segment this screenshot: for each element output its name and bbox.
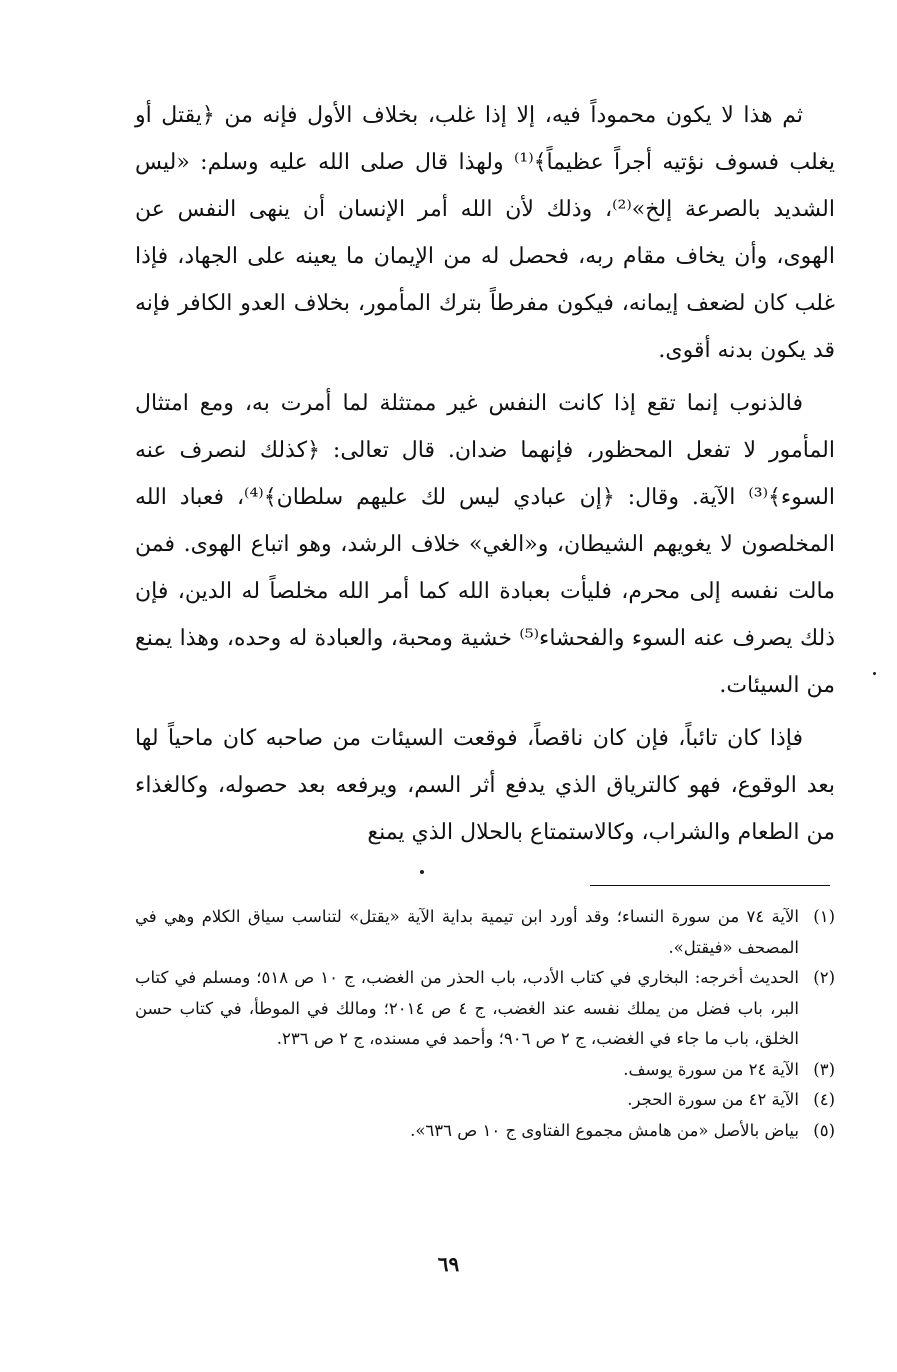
footnote-text: الآية ٢٤ من سورة يوسف. [623,1059,799,1079]
footnote-number: (٢) [813,968,835,987]
paragraph: فالذنوب إنما تقع إذا كانت النفس غير ممتثلة لما أمرت به، ومع امتثال المأمور لا تفعل المحظور، فإنهما ضدان. قال تعالى: ﴿كذلك لنصرف عنه السوء﴾⁽³⁾ الآية. وقال: ﴿إن عبادي ليس لك عليهم سلطان﴾⁽⁴⁾، فعباد الله المخلصون لا يغويهم الشيطان، و«الغي» خلاف الرشد، وهو اتباع الهوى. فمن مالت نفسه إلى محرم، فليأت بعبادة الله كما أمر الله مخلصاً له الدين، فإن ذلك يصرف عنه السوء والفحشاء⁽⁵⁾ خشية ومحبة، والعبادة له وحده، وهذا يمنع من السيئات. [135,391,836,698]
footnote [135,963,835,1055]
footnote [135,902,835,963]
scan-speck [420,870,424,874]
footnote-number: (٣) [813,1059,835,1079]
footnote-text: الحديث أخرجه: البخاري في كتاب الأدب، باب الحذر من الغضب، ج ١٠ ص ٥١٨؛ ومسلم في كتاب البر، باب فضل من يملك نفسه عند الغضب، ج ٤ ص ٢٠١٤؛ ومالك في الموطأ، في كتاب حسن الخلق، باب ما جاء في الغضب، ج ٢ ص ٩٠٦؛ وأحمد في مسنده، ج ٢ ص ٢٣٦. [135,968,800,1048]
footnote-text: الآية ٧٤ من سورة النساء؛ وقد أورد ابن تيمية بداية الآية «يقتل» لتناسب سياق الكلام وهي في المصحف «فيقتل». [135,907,799,957]
paragraph: فإذا كان تائباً، فإن كان ناقصاً، فوقعت السيئات من صاحبه كان ماحياً لها بعد الوقوع، فهو كالترياق الذي يدفع أثر السم، ويرفعه بعد حصوله، وكالغذاء من الطعام والشراب، وكالاستمتاع بالحلال الذي يمنع [135,726,835,845]
footnote-text: بياض بالأصل «من هامش مجموع الفتاوى ج ١٠ ص ٦٣٦». [410,1120,799,1140]
footnote [135,1055,835,1086]
paragraph: ثم هذا لا يكون محموداً فيه، إلا إذا غلب، بخلاف الأول فإنه من ﴿يقتل أو يغلب فسوف نؤتيه أجراً عظيماً﴾⁽¹⁾ ولهذا قال صلى الله عليه وسلم: «ليس الشديد بالصرعة إلخ»⁽²⁾، وذلك لأن الله أمر الإنسان أن ينهى النفس عن الهوى، وأن يخاف مقام ربه، فحصل له من الإيمان ما يعينه على الجهاد، فإذا غلب كان لضعف إيمانه، فيكون مفرطاً بترك المأمور، بخلاف العدو الكافر فإنه قد يكون بدنه أقوى. [135,103,835,363]
page-number: ٦٩ [437,1252,460,1276]
footnote-number: (٤) [813,1090,835,1109]
scan-speck [873,672,876,675]
footnote-number: (٥) [813,1120,835,1140]
footnote-separator [590,885,830,886]
footnote [135,1085,835,1116]
footnotes [135,902,835,1146]
main-text [135,92,835,862]
footnote [135,1116,835,1147]
footnote-text: الآية ٤٢ من سورة الحجر. [627,1090,799,1109]
footnote-number: (١) [813,907,835,926]
